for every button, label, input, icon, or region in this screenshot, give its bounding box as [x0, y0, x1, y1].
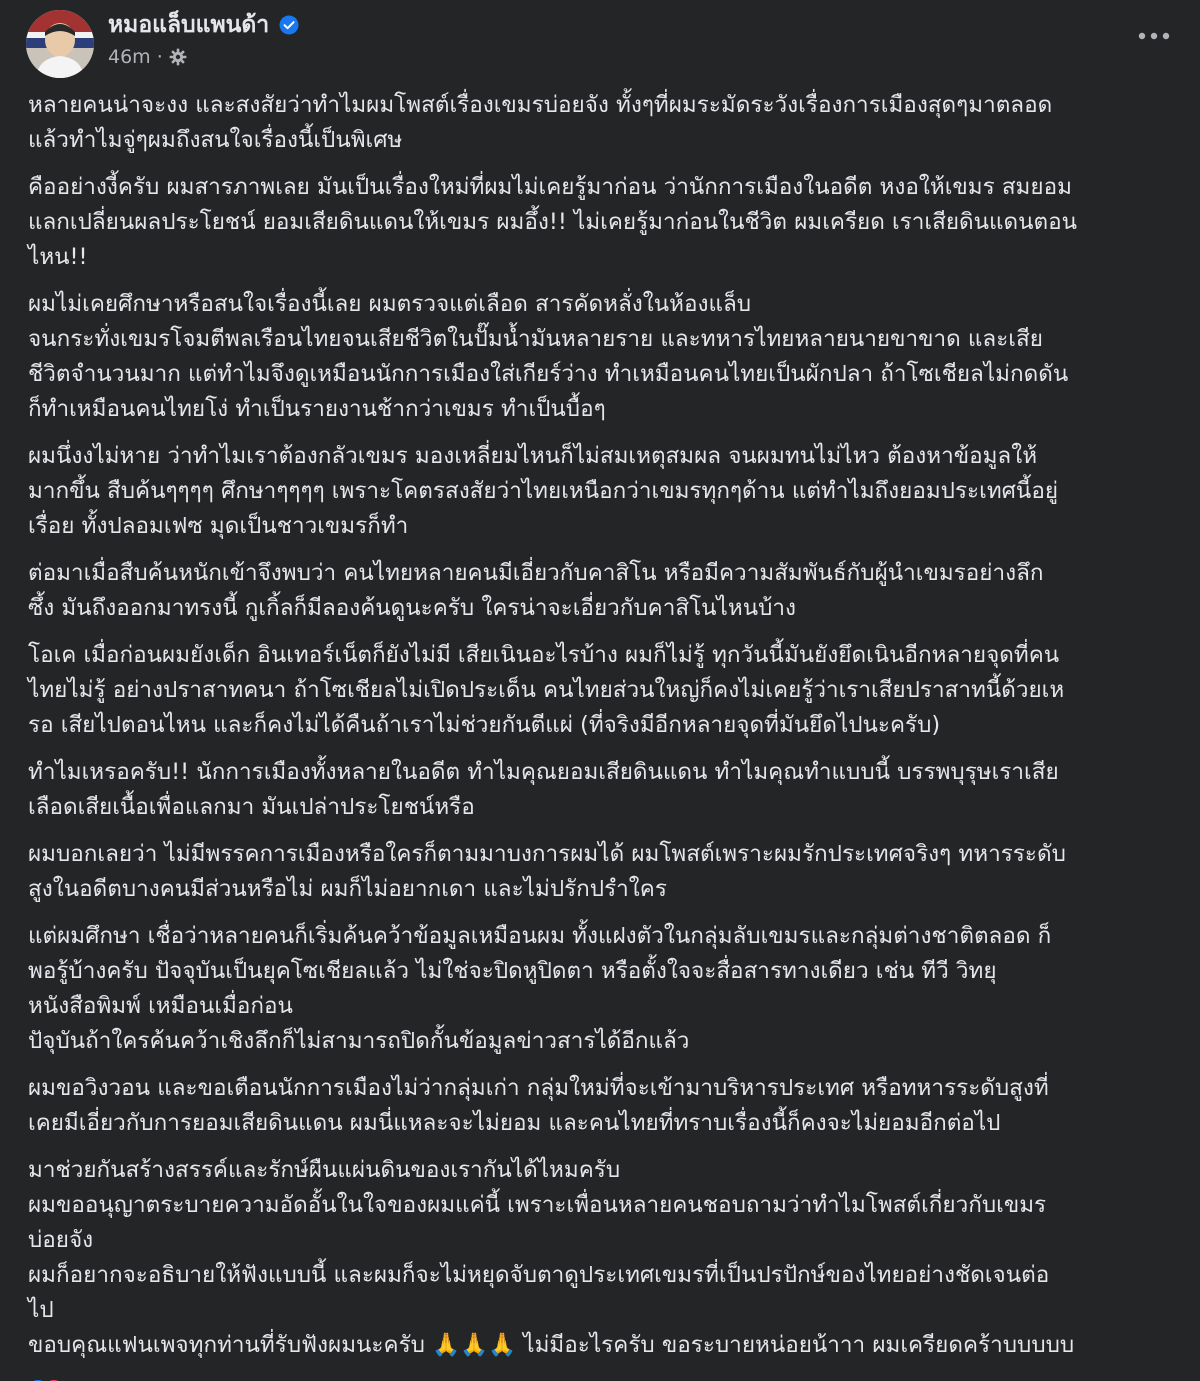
post-text-line: แต่ผมศึกษา เชื่อว่าหลายคนก็เริ่มค้นคว้าข้อมูลเหมือนผม ทั้งแฝงตัวในกลุ่มลับเขมรและกลุ่มต่างชาติตลอด ก็	[28, 923, 1052, 949]
post-paragraph	[28, 287, 1172, 427]
post-text-line: เลือดเสียเนื้อเพื่อแลกมา มันเปล่าประโยชน์หรือ	[28, 794, 475, 820]
post-text-line: แล้วทำไมจู่ๆผมถึงสนใจเรื่องนี้เป็นพิเศษ	[28, 127, 403, 153]
post-text-line: แลกเปลี่ยนผลประโยชน์ ยอมเสียดินแดนให้เขมร ผมอึ้ง!! ไม่เคยรู้มาก่อนในชีวิต ผมเครียด เราเสียดินแดนตอน	[28, 209, 1077, 235]
post-text-line: เรื่อย ทั้งปลอมเฟซ มุดเป็นชาวเขมรก็ทำ	[28, 513, 409, 539]
post-text-line: จนกระทั่งเขมรโจมตีพลเรือนไทยจนเสียชีวิตในปั๊มน้ำมันหลายราย และทหารไทยหลายนายขาขาด และเสีย	[28, 326, 1043, 352]
post-text-line: พอรู้บ้างครับ ปัจจุบันเป็นยุคโซเชียลแล้ว ไม่ใช่จะปิดหูปิดตา หรือตั้งใจจะสื่อสารทางเดียว เช่น ทีวี วิทยุ	[28, 958, 997, 984]
post-text-line: หลายคนน่าจะงง และสงสัยว่าทำไมผมโพสต์เรื่องเขมรบ่อยจัง ทั้งๆที่ผมระมัดระวังเรื่องการเมืองสุดๆมาตลอด	[28, 92, 1053, 118]
post-paragraph	[28, 88, 1172, 158]
meta-separator: ·	[156, 46, 163, 68]
post-timestamp[interactable]: 46m	[108, 46, 151, 68]
post-body	[28, 88, 1172, 1375]
more-options-icon[interactable]	[1134, 22, 1174, 50]
reaction-hint	[28, 1372, 68, 1381]
post-text-line: ผมบอกเลยว่า ไม่มีพรรคการเมืองหรือใครก็ตามมาบงการผมได้ ผมโพสต์เพราะผมรักประเทศจริงๆ ทหารระดับ	[28, 841, 1066, 867]
post-text-line: รอ เสียไปตอนไหน และก็คงไม่ได้คืนถ้าเราไม่ช่วยกันตีแผ่ (ที่จริงมีอีกหลายจุดที่มันยึดไปนะครับ)	[28, 712, 941, 738]
post-text-line: ผมนึ่งงไม่หาย ว่าทำไมเราต้องกลัวเขมร มองเหลี่ยมไหนก็ไม่สมเหตุสมผล จนผมทนไม่ไหว ต้องหาข้อมูลให้	[28, 443, 1038, 469]
post-text-line: ผมขออนุญาตระบายความอัดอั้นในใจของผมแค่นี้ เพราะเพื่อนหลายคนชอบถามว่าทำไมโพสต์เกี่ยวกับเขมร	[28, 1192, 1047, 1218]
post-paragraph	[28, 439, 1172, 544]
post-text-line: ผมก็อยากจะอธิบายให้ฟังแบบนี้ และผมก็จะไม่หยุดจับตาดูประเทศเขมรที่เป็นปรปักษ์ของไทยอย่างชัดเจนต่อ	[28, 1262, 1050, 1288]
post-text-line: ไทยไม่รู้ อย่างปราสาทคนา ถ้าโซเชียลไม่เปิดประเด็น คนไทยส่วนใหญ่ก็คงไม่เคยรู้ว่าเราเสียปราสาทนี้ด้วยเห	[28, 677, 1065, 703]
avatar[interactable]	[26, 10, 94, 78]
post-text-line: โอเค เมื่อก่อนผมยังเด็ก อินเทอร์เน็ตก็ยังไม่มี เสียเนินอะไรบ้าง ผมก็ไม่รู้ ทุกวันนี้มันยังยึดเนินอีกหลายจุดที่คน	[28, 642, 1060, 668]
post-text-line: ชีวิตจำนวนมาก แต่ทำไมจึงดูเหมือนนักการเมืองใส่เกียร์ว่าง ทำเหมือนคนไทยเป็นผักปลา ถ้าโซเชียลไม่กดดัน	[28, 361, 1069, 387]
post-paragraph	[28, 170, 1172, 275]
post-text-line: เคยมีเอี่ยวกับการยอมเสียดินแดน ผมนี่แหละจะไม่ยอม และคนไทยที่ทราบเรื่องนี้ก็คงจะไม่ยอมอีกต่อไป	[28, 1110, 1001, 1136]
post-text-line: ไหน!!	[28, 244, 88, 270]
post-text-line: ต่อมาเมื่อสืบค้นหนักเข้าจึงพบว่า คนไทยหลายคนมีเอี่ยวกับคาสิโน หรือมีความสัมพันธ์กับผู้นำเขมรอย่างลึก	[28, 560, 1044, 586]
post-text-line: มาช่วยกันสร้างสรรค์และรักษ์ผืนแผ่นดินของเรากันได้ไหมครับ	[28, 1157, 621, 1183]
post-text-line: หนังสือพิมพ์ เหมือนเมื่อก่อน	[28, 993, 293, 1019]
post-text-line: ผมขอวิงวอน และขอเตือนนักการเมืองไม่ว่ากลุ่มเก่า กลุ่มใหม่ที่จะเข้ามาบริหารประเทศ หรือทหารระดับสูงที่	[28, 1075, 1049, 1101]
avatar-image	[26, 10, 94, 78]
post-text-line: สูงในอดีตบางคนมีส่วนหรือไม่ ผมก็ไม่อยากเดา และไม่ปรักปรำใคร	[28, 876, 667, 902]
verified-badge-icon	[279, 15, 299, 35]
post-text-line: ซึ้ง มันถึงออกมาทรงนี้ กูเกิ้ลก็มีลองค้นดูนะครับ ใครน่าจะเอี่ยวกับคาสิโนไหนบ้าง	[28, 595, 796, 621]
post-paragraph	[28, 755, 1172, 825]
post-paragraph	[28, 1071, 1172, 1141]
post-header	[26, 8, 1176, 78]
post-text-line: ไป	[28, 1297, 54, 1323]
post-text-line: ปัจุบันถ้าใครค้นคว้าเชิงลึกก็ไม่สามารถปิดกั้นข้อมูลข่าวสารได้อีกแล้ว	[28, 1028, 690, 1054]
post-text-line: คืออย่างงี้ครับ ผมสารภาพเลย มันเป็นเรื่องใหม่ที่ผมไม่เคยรู้มาก่อน ว่านักการเมืองในอดีต หงอให้เขมร สมยอม	[28, 174, 1072, 200]
post-text-line: มากขึ้น สืบค้นๆๆๆๆ ศึกษาๆๆๆๆ เพราะโคตรสงสัยว่าไทยเหนือกว่าเขมรทุกๆด้าน แต่ทำไมถึงยอมประเทศนี้อยู่	[28, 478, 1059, 504]
post-text-line: ทำไมเหรอครับ!! นักการเมืองทั้งหลายในอดีต ทำไมคุณยอมเสียดินแดน ทำไมคุณทำแบบนี้ บรรพบุรุษเราเสีย	[28, 759, 1059, 785]
post-paragraph	[28, 919, 1172, 1059]
post-paragraph	[28, 638, 1172, 743]
post-paragraph	[28, 1153, 1172, 1363]
post-text-line: บ่อยจัง	[28, 1227, 94, 1253]
author-line	[108, 10, 299, 40]
post-text-line: ก็ทำเหมือนคนไทยโง่ ทำเป็นรายงานช้ากว่าเขมร ทำเป็นบื้อๆ	[28, 396, 606, 422]
post-meta	[108, 46, 187, 68]
author-name[interactable]: หมอแล็บแพนด้า	[108, 12, 270, 38]
post-paragraph	[28, 556, 1172, 626]
post-text-line: ผมไม่เคยศึกษาหรือสนใจเรื่องนี้เลย ผมตรวจแต่เลือด สารคัดหลั่งในห้องแล็บ	[28, 291, 752, 317]
post-text-line: ขอบคุณแฟนเพจทุกท่านที่รับฟังผมนะครับ 🙏🙏🙏 ไม่มีอะไรครับ ขอระบายหน่อยน้าาา ผมเครียดคร้าบบบบบ	[28, 1332, 1075, 1358]
gear-icon[interactable]	[169, 48, 187, 66]
post-paragraph	[28, 837, 1172, 907]
